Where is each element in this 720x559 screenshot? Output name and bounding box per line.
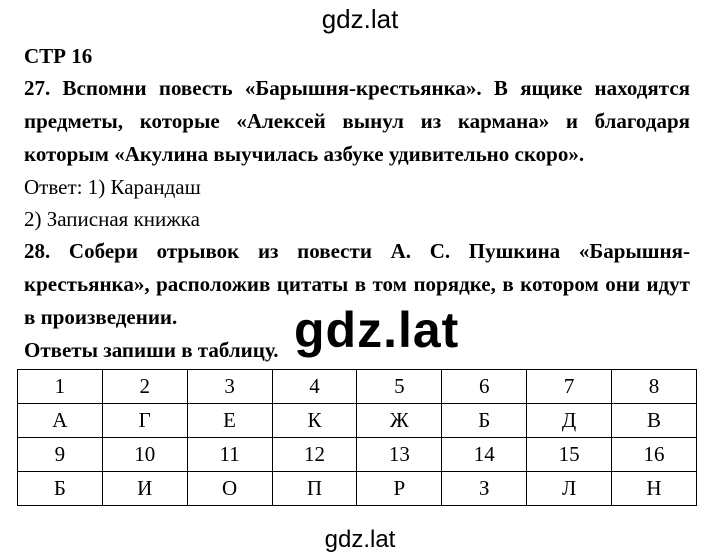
table-cell: 8	[612, 370, 697, 404]
table-cell: Е	[187, 404, 272, 438]
table-cell: 1	[18, 370, 103, 404]
table-cell: 10	[102, 438, 187, 472]
table-cell: 7	[527, 370, 612, 404]
table-cell: В	[612, 404, 697, 438]
task-27-answer-line-2: 2) Записная книжка	[24, 207, 200, 231]
table-cell: К	[272, 404, 357, 438]
table-cell: 14	[442, 438, 527, 472]
watermark-bottom: gdz.lat	[324, 526, 396, 553]
table-cell: Ж	[357, 404, 442, 438]
table-cell: 11	[187, 438, 272, 472]
table-cell: Д	[527, 404, 612, 438]
table-cell: 15	[527, 438, 612, 472]
task-28-text: 28. Собери отрывок из повести А. С. Пушкина «Барышня-крестьянка», расположив цитаты в том порядке, в котором они идут в произведении.	[24, 239, 690, 329]
task-27-answer-line-1: Ответ: 1) Карандаш	[24, 175, 201, 199]
table-row	[18, 370, 697, 404]
table-cell: П	[272, 472, 357, 506]
table-row	[18, 404, 697, 438]
table-cell: 3	[187, 370, 272, 404]
table-cell: 5	[357, 370, 442, 404]
table-row	[18, 438, 697, 472]
table-cell: 2	[102, 370, 187, 404]
table-cell: О	[187, 472, 272, 506]
table-cell: 13	[357, 438, 442, 472]
table-cell: Б	[442, 404, 527, 438]
watermark-middle: gdz.lat	[294, 302, 460, 358]
watermark-top: gdz.lat	[321, 4, 399, 34]
task-28-instruction: Ответы запиши в таблицу.	[24, 338, 279, 362]
table-cell: Г	[102, 404, 187, 438]
table-cell: 6	[442, 370, 527, 404]
table-cell: Н	[612, 472, 697, 506]
table-row	[18, 472, 697, 506]
answer-table	[17, 369, 697, 506]
page-heading: СТР 16	[24, 44, 93, 68]
table-cell: Л	[527, 472, 612, 506]
table-cell: 16	[612, 438, 697, 472]
task-27-text: 27. Вспомни повесть «Барышня-крестьянка». В ящике находятся предметы, которые «Алексей вынул из кармана» и благодаря которым «Акулина выучилась азбуке удивительно скоро».	[24, 76, 690, 166]
table-cell: 12	[272, 438, 357, 472]
table-cell: З	[442, 472, 527, 506]
table-cell: 9	[18, 438, 103, 472]
table-cell: Р	[357, 472, 442, 506]
table-cell: 4	[272, 370, 357, 404]
table-cell: А	[18, 404, 103, 438]
table-cell: И	[102, 472, 187, 506]
table-cell: Б	[18, 472, 103, 506]
